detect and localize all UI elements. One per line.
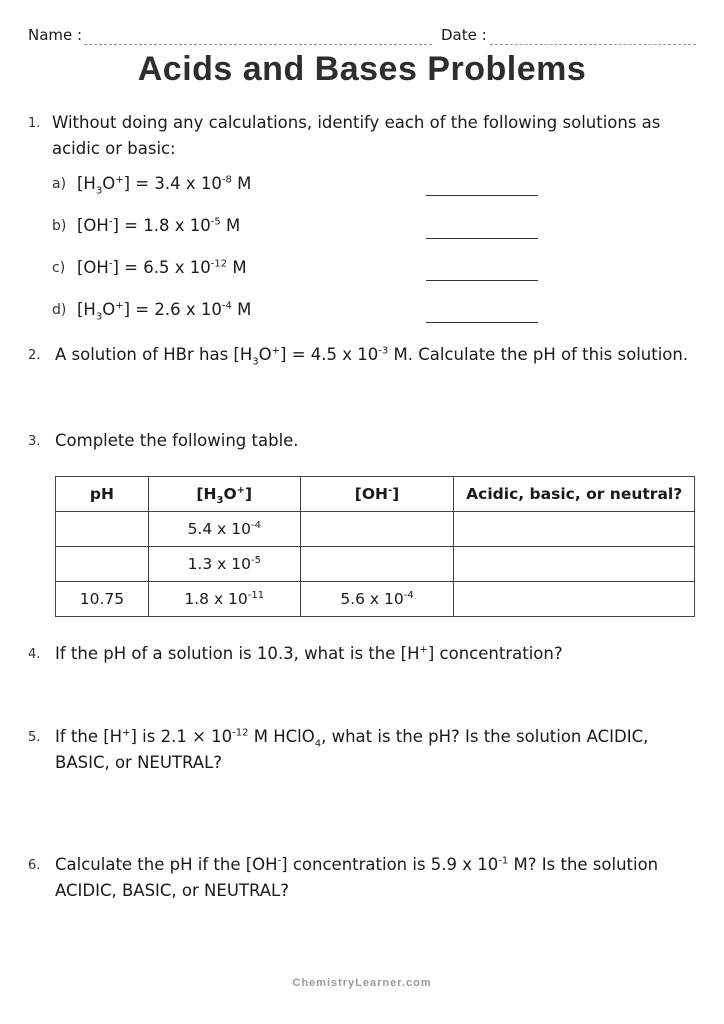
q1b-answer-line[interactable] bbox=[426, 238, 538, 239]
q2-text: A solution of HBr has $[H_3O^+] = 4.5$ x $10^{-3}$ M. Calculate the pH of this solution. bbox=[55, 345, 689, 368]
q1c-letter: c) bbox=[52, 260, 66, 276]
q1a-expression: $[H_3O^+] = 3.4$ x $10^{-8}$ M bbox=[77, 174, 252, 197]
header-ph: pH bbox=[56, 477, 149, 512]
cell-h3o: 1.8 x $10^{-11}$ bbox=[148, 582, 300, 617]
q1d-answer-line[interactable] bbox=[426, 322, 538, 323]
data-table bbox=[55, 476, 695, 617]
q1b-expression: [OH-] = 1.8 x $10^{-5}$ M bbox=[77, 216, 241, 235]
name-field[interactable] bbox=[84, 44, 432, 45]
cell-oh[interactable] bbox=[300, 547, 454, 582]
cell-nature[interactable] bbox=[454, 547, 695, 582]
date-field[interactable] bbox=[490, 44, 696, 45]
cell-ph[interactable] bbox=[56, 512, 149, 547]
header-oh: [OH-] bbox=[300, 477, 454, 512]
q1c-expression: [OH-] = 6.5 x $10^{-12}$ M bbox=[77, 258, 247, 277]
q3-text: Complete the following table. bbox=[55, 431, 299, 450]
q3-number: 3. bbox=[28, 434, 41, 449]
q6-number: 6. bbox=[28, 858, 41, 873]
cell-oh: 5.6 x $10^{-4}$ bbox=[300, 582, 454, 617]
q1b-letter: b) bbox=[52, 218, 67, 234]
cell-oh[interactable] bbox=[300, 512, 454, 547]
q1a-letter: a) bbox=[52, 176, 67, 192]
page-title: Acids and Bases Problems bbox=[137, 50, 587, 88]
table-row bbox=[56, 582, 695, 617]
q6-text: Calculate the pH if the [OH-] concentration is 5.9 x $10^{-1}$ M? Is the solution ACIDIC, BASIC, or NEUTRAL? bbox=[55, 855, 659, 900]
table-header-row bbox=[56, 477, 695, 512]
cell-nature[interactable] bbox=[454, 512, 695, 547]
header-h3o: $[H_3O^+]$ bbox=[148, 477, 300, 512]
table-row bbox=[56, 547, 695, 582]
q1c-answer-line[interactable] bbox=[426, 280, 538, 281]
q1a-answer-line[interactable] bbox=[426, 195, 538, 196]
q1d-letter: d) bbox=[52, 302, 67, 318]
q1d-expression: $[H_3O^+] = 2.6$ x $10^{-4}$ M bbox=[77, 300, 252, 323]
cell-ph[interactable] bbox=[56, 547, 149, 582]
header-nature: Acidic, basic, or neutral? bbox=[454, 477, 695, 512]
date-label: Date : bbox=[441, 26, 487, 44]
cell-ph: 10.75 bbox=[56, 582, 149, 617]
footer-watermark: ChemistryLearner.com bbox=[292, 977, 432, 989]
name-label: Name : bbox=[28, 26, 83, 44]
q1-text: Without doing any calculations, identify each of the following solutions as acidic or basic: bbox=[52, 113, 661, 158]
q4-number: 4. bbox=[28, 647, 41, 662]
q5-text: If the [H+] is $2.1 \times 10^{-12}$ M HClO$_4$, what is the pH? Is the solution ACIDIC, BASIC, or NEUTRAL? bbox=[55, 727, 649, 772]
q4-text: If the pH of a solution is 10.3, what is the [H+] concentration? bbox=[55, 644, 563, 663]
table-row bbox=[56, 512, 695, 547]
q1-number: 1. bbox=[28, 116, 41, 131]
q5-number: 5. bbox=[28, 730, 41, 745]
cell-h3o: 1.3 x $10^{-5}$ bbox=[148, 547, 300, 582]
cell-h3o: 5.4 x $10^{-4}$ bbox=[148, 512, 300, 547]
cell-nature[interactable] bbox=[454, 582, 695, 617]
q2-number: 2. bbox=[28, 348, 41, 363]
